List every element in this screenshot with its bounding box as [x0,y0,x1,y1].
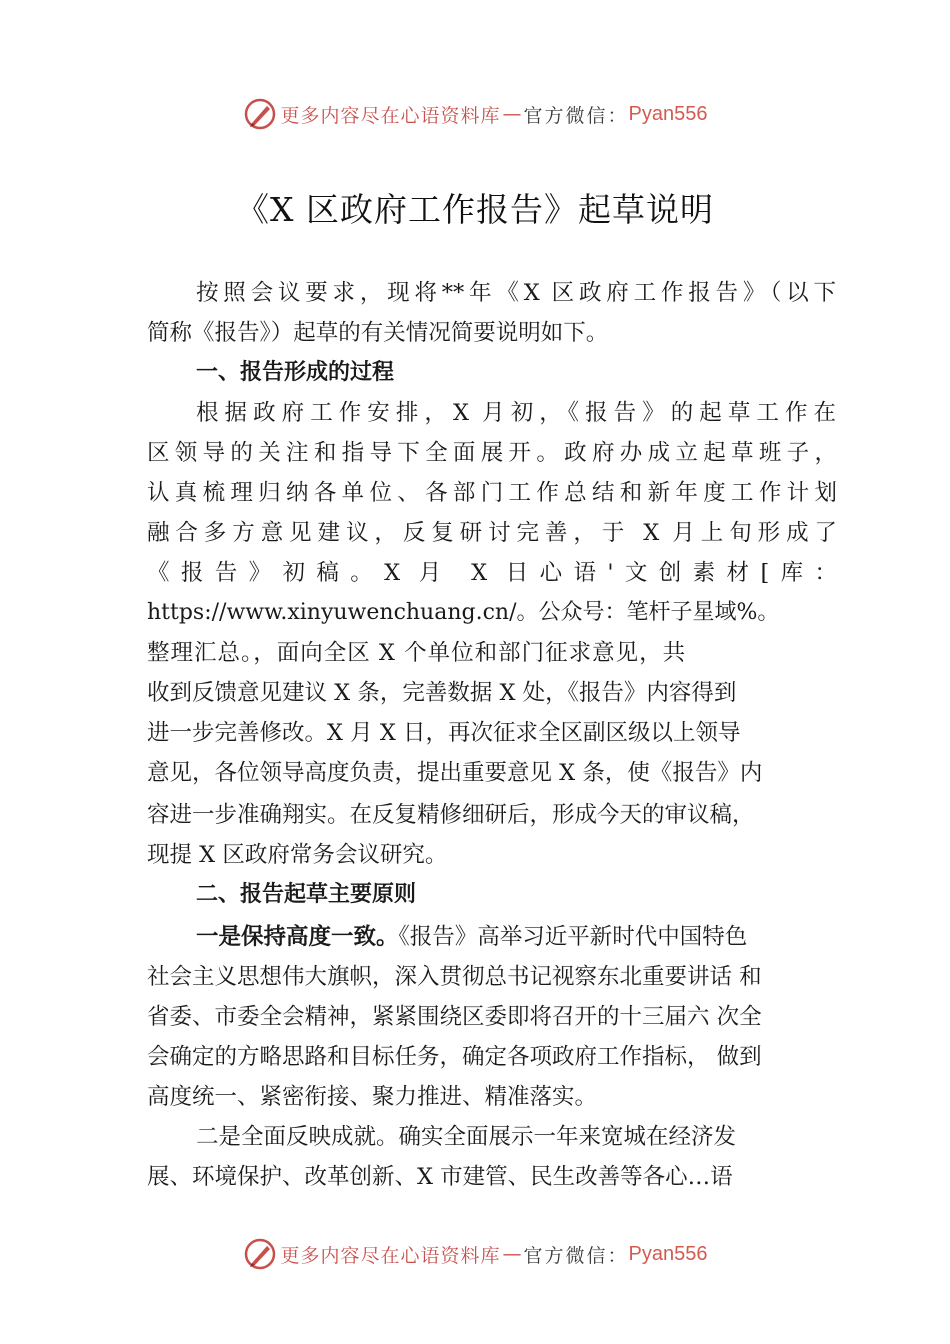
paragraph-line: 展、环境保护、改革创新、X 市建管、民生改善等各心…语 [147,1164,733,1190]
paragraph-line: 《报告》初稿。X 月 X 日心语'文创素材[库： [147,560,837,586]
watermark-dash: — [502,103,522,125]
paragraph-line: 区领导的关注和指导下全面展开。政府办成立起草班子， [147,440,837,466]
watermark-wechat-id: Pyan556 [628,1242,708,1265]
paragraph-line: 整理汇总。，面向全区 X 个单位和部门征求意见，共 [147,640,687,666]
paragraph-line: 进一步完善修改。X 月 X 日，再次征求全区副区级以上领导 [147,720,741,746]
watermark-wechat-label: 官方微信： [523,104,629,127]
paragraph-line-url: https://www.xinyuwenchuang.cn/。公众号：笔杆子星域%。 [147,600,780,625]
section-heading-1: 一、报告形成的过程 [196,360,395,385]
watermark-dash: — [502,1243,522,1265]
principle-line [196,920,836,954]
watermark-wechat-id: Pyan556 [628,102,708,125]
paragraph-line: 省委、市委全会精神，紧紧围绕区委即将召开的十三届六 次全 [147,1004,762,1030]
paragraph-line: 容进一步准确翔实。在反复精修细研后，形成今天的审议稿， [147,802,755,828]
paragraph-line: 融合多方意见建议，反复研讨完善，于 X 月上旬形成了 [147,520,837,546]
watermark-text: 更多内容尽在心语资料库 [280,1244,501,1267]
watermark-banner-top [0,94,950,134]
paragraph-line: 收到反馈意见建议 X 条，完善数据 X 处，《报告》内容得到 [147,680,737,706]
paragraph-line: 会确定的方略思路和目标任务，确定各项政府工作指标， 做到 [147,1044,762,1070]
paragraph-line: 二是全面反映成就。确实全面展示一年来宽城在经济发 [196,1124,737,1150]
document-title: 《X 区政府工作报告》起草说明 [236,190,714,229]
watermark-wechat-label: 官方微信： [523,1244,629,1267]
paragraph-line: 认真梳理归纳各单位、各部门工作总结和新年度工作计划 [147,480,837,506]
paragraph-line: 社会主义思想伟大旗帜，深入贯彻总书记视察东北重要讲话 和 [147,964,762,990]
principle-1-lead: 一是保持高度一致。 [196,924,399,950]
watermark-banner-bottom [0,1234,950,1274]
principle-1-text: 《报告》高举习近平新时代中国特色 [398,924,748,950]
paragraph-line: 现提 X 区政府常务会议研究。 [147,842,448,868]
paragraph-line: 高度统一、紧密衔接、聚力推进、精准落实。 [147,1084,598,1110]
paragraph-line: 按照会议要求，现将**年《X 区政府工作报告》（以下 [196,280,836,306]
pen-logo-icon [243,97,277,131]
paragraph-line: 简称《报告》）起草的有关情况简要说明如下。 [147,320,609,346]
paragraph-line: 意见，各位领导高度负责，提出重要意见 X 条，使《报告》内 [147,760,763,786]
pen-logo-icon [243,1237,277,1271]
paragraph-line: 根据政府工作安排，X 月初，《报告》的起草工作在 [196,400,836,426]
watermark-text: 更多内容尽在心语资料库 [280,104,501,127]
section-heading-2: 二、报告起草主要原则 [196,882,417,907]
